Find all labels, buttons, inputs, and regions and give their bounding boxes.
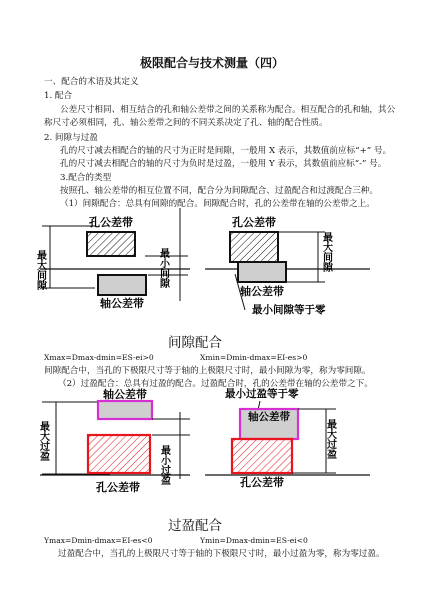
max-interference-label: 最大过盈 bbox=[324, 419, 336, 459]
hole-zone-label: 孔公差带 bbox=[96, 481, 140, 494]
section-heading: 一、配合的术语及其定义 bbox=[44, 77, 139, 87]
paragraph: （2）过盈配合：总具有过盈的配合。过盈配合时，孔的公差带在轴的公差带之下。 bbox=[58, 379, 373, 389]
formula-min-clearance: Xmin=Dmin-dmax=EI-es>0 bbox=[200, 353, 308, 362]
shaft-zone-label: 轴公差带 bbox=[248, 411, 290, 423]
paragraph: 孔的尺寸减去相配合的轴的尺寸为正时是间隙，一般用 X 表示，其数值前应标“+” 号。 bbox=[60, 146, 392, 156]
max-clearance-label: 最大间隙 bbox=[320, 232, 332, 272]
shaft-zone-label: 轴公差带 bbox=[240, 285, 284, 298]
hole-zone-label: 孔公差带 bbox=[232, 216, 276, 229]
hole-tolerance-zone bbox=[232, 439, 292, 473]
interference-fit-caption: 过盈配合 bbox=[168, 518, 222, 534]
page-title: 极限配合与技术测量（四） bbox=[139, 56, 284, 70]
hole-tolerance-zone bbox=[230, 232, 278, 262]
max-interference-label: 最大过盈 bbox=[37, 421, 49, 461]
hole-tolerance-zone bbox=[87, 232, 135, 256]
shaft-tolerance-zone bbox=[98, 275, 146, 295]
shaft-zone-label: 轴公差带 bbox=[103, 388, 147, 401]
subheading-clearance-interference: 2. 间隙与过盈 bbox=[44, 133, 98, 143]
formula-min-interference: Ymin=Dmax-dmin=ES-ei<0 bbox=[200, 536, 308, 545]
min-interference-zero-label: 最小过盈等于零 bbox=[225, 388, 299, 400]
paragraph: 间隙配合中，当孔的下极限尺寸等于轴的上极限尺寸时，最小间隙为零，称为零间隙。 bbox=[44, 366, 371, 376]
min-clearance-zero-label: 最小间隙等于零 bbox=[252, 304, 326, 316]
paragraph: 过盈配合中，当孔的上极限尺寸等于轴的下极限尺寸时，最小过盈为零，称为零过盈。 bbox=[58, 549, 385, 559]
paragraph: （1）间隙配合：总具有间隙的配合。间隙配合时，孔的公差带在轴的公差带之上。 bbox=[60, 199, 375, 209]
shaft-tolerance-zone bbox=[238, 262, 286, 282]
paragraph: 公差尺寸相同、相互结合的孔和轴公差带之间的关系称为配合。相互配合的孔和轴，其公 bbox=[60, 105, 396, 115]
paragraph: 孔的尺寸减去相配合的轴的尺寸为负时是过盈，一般用 Y 表示，其数值前应标“-” 号。 bbox=[60, 159, 387, 169]
max-clearance-label: 最大间隙 bbox=[34, 250, 46, 290]
shaft-zone-label: 轴公差带 bbox=[100, 297, 144, 310]
subheading-fit: 1. 配合 bbox=[44, 91, 73, 101]
hole-zone-label: 孔公差带 bbox=[240, 476, 284, 489]
min-clearance-label: 最小间隙 bbox=[157, 248, 169, 288]
paragraph: 称尺寸必须相同，孔、轴公差带之间的不同关系决定了孔、轴的配合性质。 bbox=[44, 118, 328, 128]
formula-max-interference: Ymax=Dmin-dmax=EI-es<0 bbox=[44, 536, 153, 545]
hole-zone-label: 孔公差带 bbox=[89, 216, 133, 229]
clearance-fit-caption: 间隙配合 bbox=[168, 335, 222, 351]
clearance-fit-diagram bbox=[34, 206, 380, 344]
hole-tolerance-zone bbox=[88, 435, 150, 473]
paragraph: 按照孔、轴公差带的相互位置不同，配合分为间隙配合、过盈配合和过渡配合三种。 bbox=[60, 186, 378, 196]
min-interference-label: 最小过盈 bbox=[158, 445, 170, 485]
formula-max-clearance: Xmax=Dmax-dmin=ES-ei>0 bbox=[44, 353, 154, 362]
subheading-fit-types: 3.配合的类型 bbox=[60, 173, 112, 183]
shaft-tolerance-zone bbox=[98, 401, 152, 419]
interference-fit-diagram bbox=[37, 387, 380, 512]
